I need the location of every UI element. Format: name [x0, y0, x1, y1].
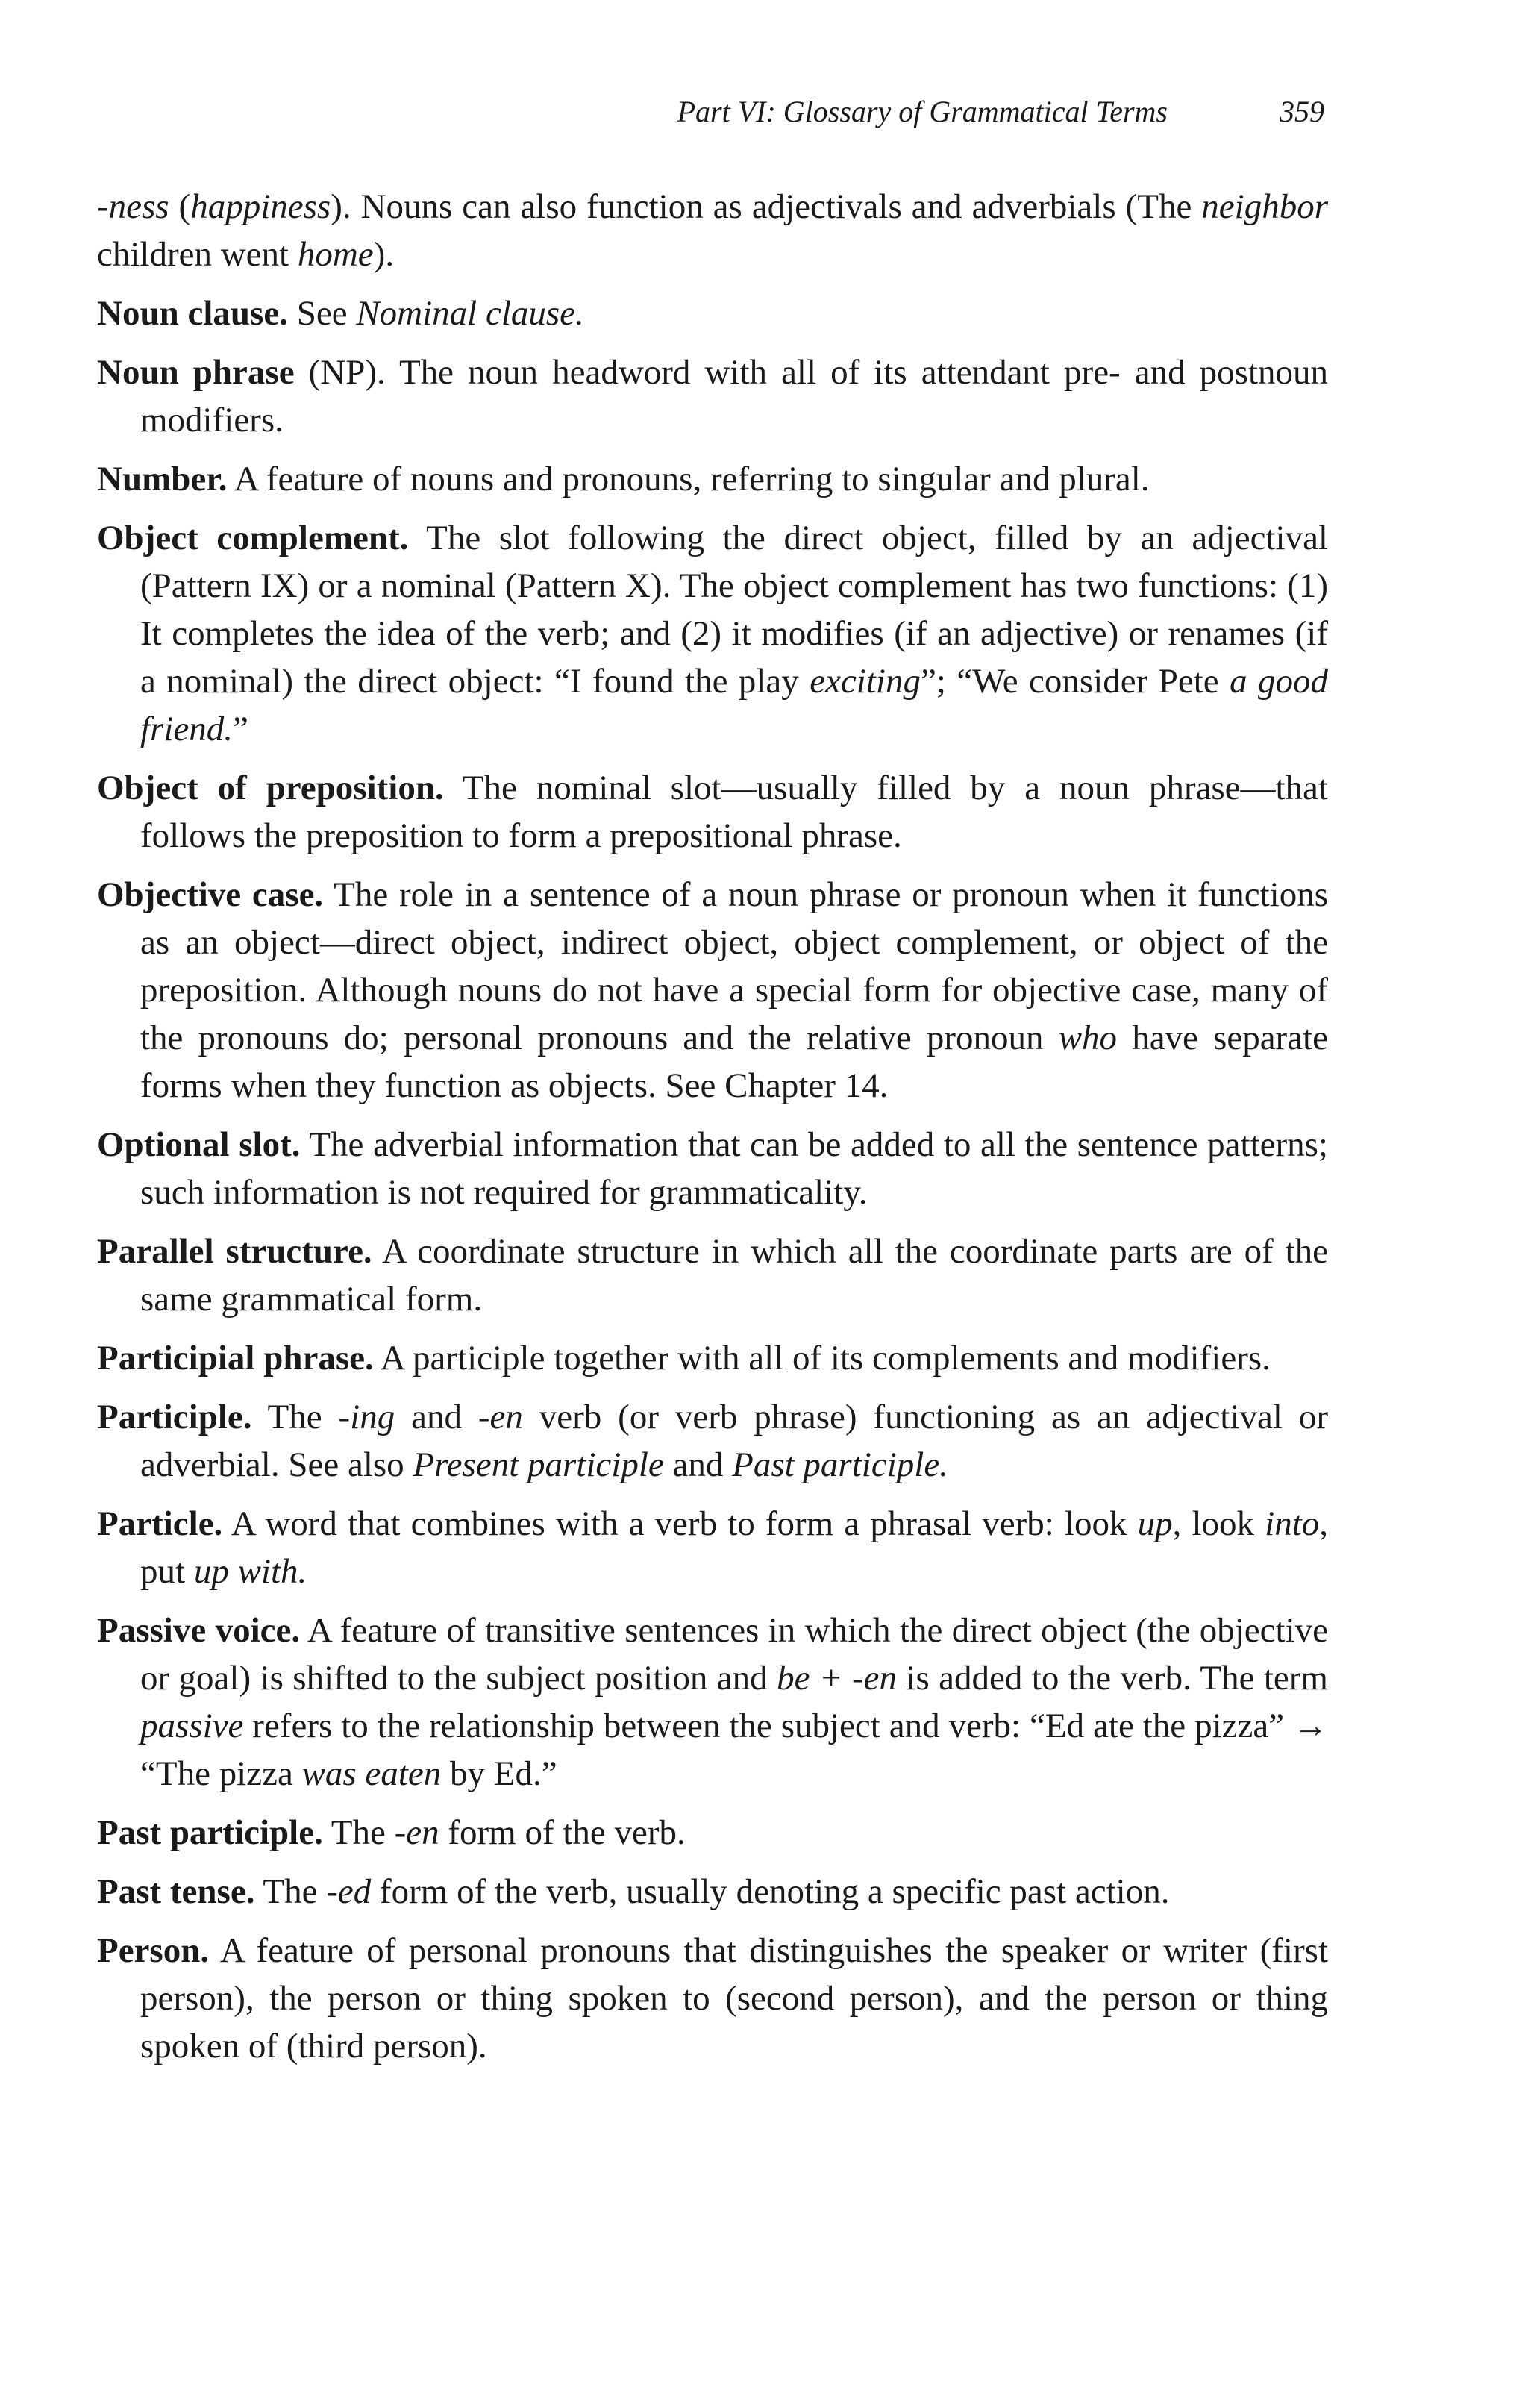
glossary-entry [97, 1868, 1328, 1916]
italic-text: be + -en [777, 1659, 897, 1698]
italic-text: -ness [97, 187, 169, 226]
glossary-entry [97, 1393, 1328, 1489]
italic-text: -ed [326, 1872, 372, 1911]
glossary-entry [97, 1809, 1328, 1857]
definition-text: The adverbial information that can be added to all the sentence patterns; such information is not required for grammaticality. [140, 1125, 1328, 1212]
glossary-entry [97, 514, 1328, 753]
definition-text: ”; “We consider Pete [920, 662, 1230, 701]
glossary-term: Past tense. [97, 1872, 255, 1911]
definition-text: verb (or verb phrase) functioning as an adjectival or adverbial. See also [140, 1398, 1328, 1484]
glossary-term: Participle. [97, 1398, 252, 1436]
glossary-entry [97, 871, 1328, 1110]
italic-text: -en [394, 1813, 439, 1852]
glossary-term: Objective case. [97, 875, 324, 914]
definition-text: ” [233, 710, 248, 748]
glossary-term: Person. [97, 1931, 210, 1970]
glossary-entry [97, 1927, 1328, 2070]
glossary-entry [97, 455, 1328, 503]
definition-text: The noun headword with all of its attendant pre- and postnoun modifiers. [140, 353, 1328, 440]
italic-text: a good friend. [140, 662, 1328, 748]
definition-text: The [254, 1872, 327, 1911]
glossary-term: Participial phrase. [97, 1339, 374, 1377]
italic-text: happiness [190, 187, 331, 226]
glossary-term-suffix: (NP). [294, 353, 386, 392]
definition-text: by Ed.” [441, 1754, 557, 1793]
italic-text: Nominal clause. [356, 294, 584, 333]
italic-text: was eaten [301, 1754, 442, 1793]
glossary-term: Object complement. [97, 519, 409, 557]
italic-text: Past participle. [732, 1445, 948, 1484]
definition-text: and [395, 1398, 478, 1436]
glossary-term: Object of preposition. [97, 769, 444, 807]
glossary-term: Particle. [97, 1504, 223, 1543]
glossary-term: Noun clause. [97, 294, 288, 333]
glossary-term: Parallel structure. [97, 1232, 372, 1271]
running-head [97, 94, 1324, 139]
definition-text: A feature of personal pronouns that distinguishes the speaker or writer (first person), the person or thing spoken to (second person), and the person or thing spoken of (third person). [140, 1931, 1328, 2065]
definition-text: , put [140, 1504, 1329, 1591]
definition-text: The role in a sentence of a noun phrase or pronoun when it functions as an object—direct object, indirect object, object complement, or object of the preposition. Although nouns do not have a special form for objective case, many of the pronouns do; personal pronouns and the relative pronoun [140, 875, 1328, 1057]
glossary-entry [97, 1607, 1328, 1798]
definition-text: The nominal slot—usually filled by a noun phrase—that follows the preposition to form a prepositional phrase. [140, 769, 1328, 855]
definition-text: is added to the verb. The term [896, 1659, 1328, 1698]
definition-text: form of the verb, usually denoting a specific past action. [371, 1872, 1170, 1911]
glossary-term: Passive voice. [97, 1611, 301, 1650]
glossary-term: Past participle. [97, 1813, 323, 1852]
glossary-term: Optional slot. [97, 1125, 301, 1164]
glossary-term: Noun phrase [97, 353, 295, 392]
definition-text: The [322, 1813, 395, 1852]
definition-text: have separate forms when they function as objects. See Chapter 14. [140, 1019, 1328, 1105]
glossary-entry [97, 764, 1328, 860]
definition-text: children went [97, 235, 298, 274]
italic-text: exciting [810, 662, 921, 701]
glossary-entry [97, 290, 1328, 337]
definition-text: A participle together with all of its complements and modifiers. [373, 1339, 1271, 1377]
glossary-entry [97, 348, 1328, 444]
italic-text: neighbor [1201, 187, 1328, 226]
glossary-entry [97, 1500, 1328, 1595]
definition-text: The [251, 1398, 339, 1436]
italic-text: -en [478, 1398, 523, 1436]
definition-text: refers to the relationship between the subject and verb: “Ed ate the pizza” → “The pizza [140, 1707, 1328, 1793]
definition-text: ). [373, 235, 395, 274]
definition-text: , look [1172, 1504, 1265, 1543]
running-title: Part VI: Glossary of Grammatical Terms [677, 95, 1168, 128]
italic-text: -ing [338, 1398, 395, 1436]
page-number: 359 [1280, 95, 1324, 128]
italic-text: who [1058, 1019, 1118, 1057]
definition-text: See [287, 294, 357, 333]
glossary-term: Number. [97, 460, 228, 498]
italic-text: up [1137, 1504, 1173, 1543]
definition-text: ). Nouns can also function as adjectivals and adverbials (The [331, 187, 1202, 226]
definition-text: A feature of transitive sentences in which the direct object (the objective or goal) is shifted to the subject position and [140, 1611, 1328, 1698]
glossary-entry [97, 1121, 1328, 1216]
definition-text: A word that combines with a verb to form a phrasal verb: look [222, 1504, 1138, 1543]
glossary-entry [97, 1228, 1328, 1323]
definition-text: and [663, 1445, 733, 1484]
glossary-entry [97, 1334, 1328, 1382]
glossary-entry-continuation [97, 183, 1328, 278]
definition-text: ( [169, 187, 191, 226]
definition-text: A feature of nouns and pronouns, referring to singular and plural. [227, 460, 1150, 498]
definition-text: form of the verb. [439, 1813, 686, 1852]
glossary-body [97, 183, 1328, 2081]
italic-text: home [297, 235, 374, 274]
italic-text: into [1265, 1504, 1320, 1543]
definition-text: The slot following the direct object, filled by an adjectival (Pattern IX) or a nominal (Pattern X). The object complement has two functions: (1) It completes the idea of the verb; and (2) it modifies (if an adjective) or renames (if a nominal) the direct object: “I found the play [140, 519, 1328, 701]
definition-text: A coordinate structure in which all the coordinate parts are of the same grammatical form. [140, 1232, 1328, 1319]
italic-text: up with. [193, 1552, 307, 1591]
italic-text: Present participle [413, 1445, 664, 1484]
italic-text: passive [140, 1707, 244, 1745]
